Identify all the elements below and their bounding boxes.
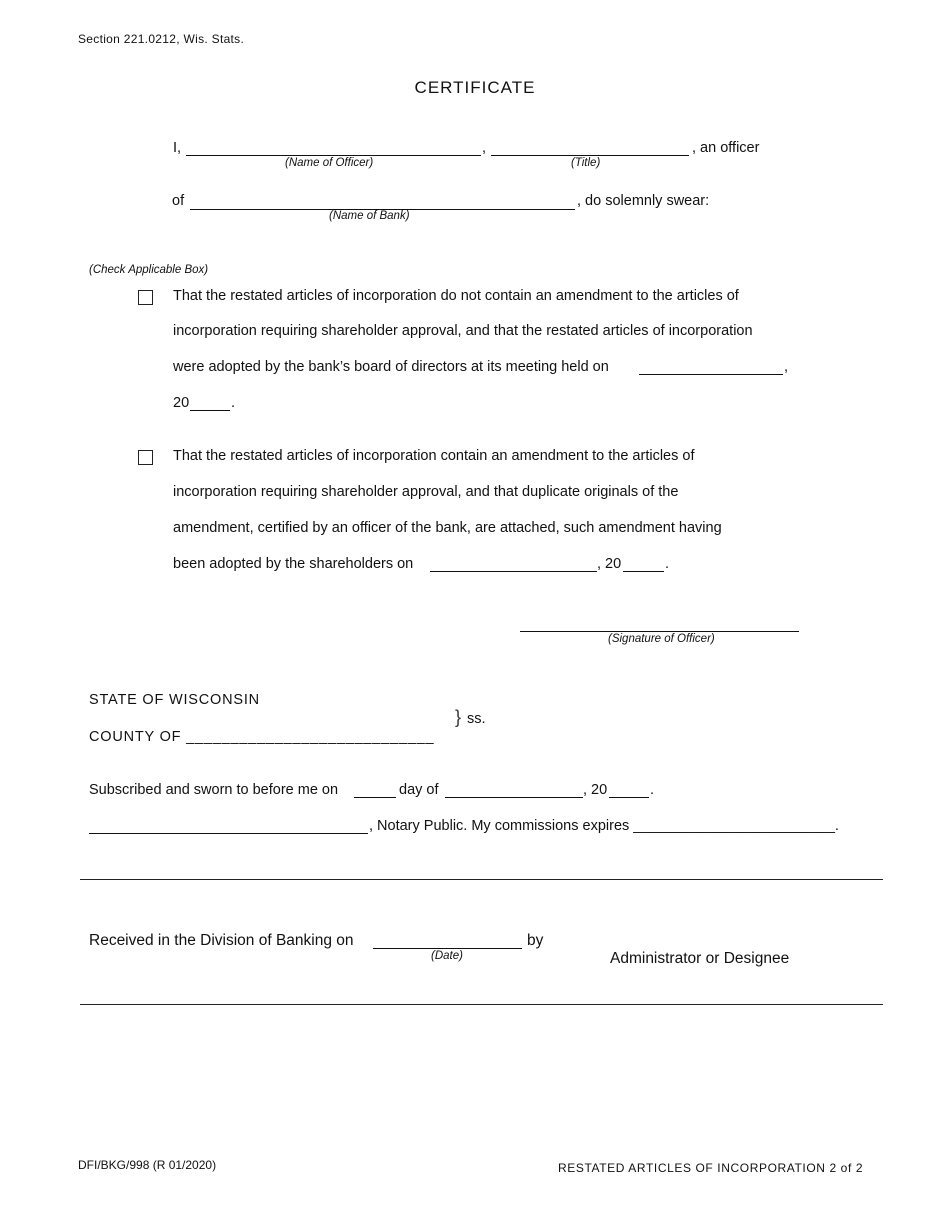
page-title: CERTIFICATE — [414, 78, 536, 97]
venue-ss: ss. — [467, 711, 486, 727]
option2-line4-mid: , 20 — [597, 556, 622, 572]
received-by: by — [527, 932, 544, 949]
section-divider-bottom — [80, 1004, 883, 1005]
shareholder-year-field[interactable] — [623, 571, 664, 572]
option1-line1: That the restated articles of incorporation do not contain an amendment to the articles of — [173, 288, 739, 304]
administrator-label: Administrator or Designee — [610, 950, 790, 967]
officer-title-field[interactable] — [491, 155, 689, 156]
option1-line3-end: , — [784, 359, 789, 375]
jurat-end: . — [650, 782, 655, 798]
received-date-field[interactable] — [373, 948, 522, 949]
option2-line3: amendment, certified by an officer of the bank, are attached, such amendment having — [173, 520, 722, 536]
oath-of-prefix: of — [172, 193, 185, 209]
option2-line2: incorporation requiring shareholder approval, and that duplicate originals of the — [173, 484, 679, 500]
title-label: (Title) — [571, 157, 601, 169]
jurat-day-of: day of — [399, 782, 439, 798]
shareholder-date-field[interactable] — [430, 571, 597, 572]
venue-county[interactable]: COUNTY OF ____________________________ — [89, 729, 435, 745]
name-of-officer-label: (Name of Officer) — [285, 157, 374, 169]
option2-line4: been adopted by the shareholders on — [173, 556, 414, 572]
notary-signature-field[interactable] — [89, 833, 368, 834]
statute-reference: Section 221.0212, Wis. Stats. — [78, 32, 245, 46]
option2-checkbox[interactable] — [138, 450, 153, 465]
meeting-year-field[interactable] — [190, 410, 230, 411]
officer-signature-field[interactable] — [520, 631, 799, 632]
meeting-date-field[interactable] — [639, 374, 783, 375]
page-indicator: RESTATED ARTICLES OF INCORPORATION 2 of 2 — [558, 1161, 864, 1175]
jurat-year: , 20 — [583, 782, 608, 798]
jurat-notary: , Notary Public. My commissions expires _________________________. — [369, 818, 839, 834]
jurat-year-field[interactable] — [609, 797, 649, 798]
option2-line1: That the restated articles of incorporation contain an amendment to the articles of — [173, 448, 695, 464]
oath-swear-suffix: , do solemnly swear: — [577, 193, 710, 209]
option2-line4-end: . — [665, 556, 670, 572]
jurat-month-field[interactable] — [445, 797, 583, 798]
check-applicable-label: (Check Applicable Box) — [89, 264, 209, 276]
section-divider-top — [80, 879, 883, 880]
signature-of-officer-label: (Signature of Officer) — [608, 633, 715, 645]
option1-checkbox[interactable] — [138, 290, 153, 305]
received-date-label: (Date) — [431, 950, 463, 962]
jurat-subscribed: Subscribed and sworn to before me on — [89, 782, 339, 798]
oath-i-prefix: I, — [173, 140, 182, 156]
oath-comma: , — [482, 140, 487, 156]
option1-line3: were adopted by the bank’s board of directors at its meeting held on — [173, 359, 609, 375]
oath-officer-suffix: , an officer — [692, 140, 760, 156]
option1-line4-end: . — [231, 395, 236, 411]
received-text: Received in the Division of Banking on — [89, 932, 354, 949]
jurat-day-field[interactable] — [354, 797, 396, 798]
officer-name-field[interactable] — [186, 155, 481, 156]
option1-line4: 20 — [173, 395, 190, 411]
venue-state: STATE OF WISCONSIN — [89, 692, 260, 708]
venue-brace-icon: } — [455, 707, 462, 727]
form-id: DFI/BKG/998 (R 01/2020) — [78, 1158, 217, 1172]
name-of-bank-label: (Name of Bank) — [329, 210, 410, 222]
option1-line2: incorporation requiring shareholder approval, and that the restated articles of incorporation — [173, 323, 753, 339]
